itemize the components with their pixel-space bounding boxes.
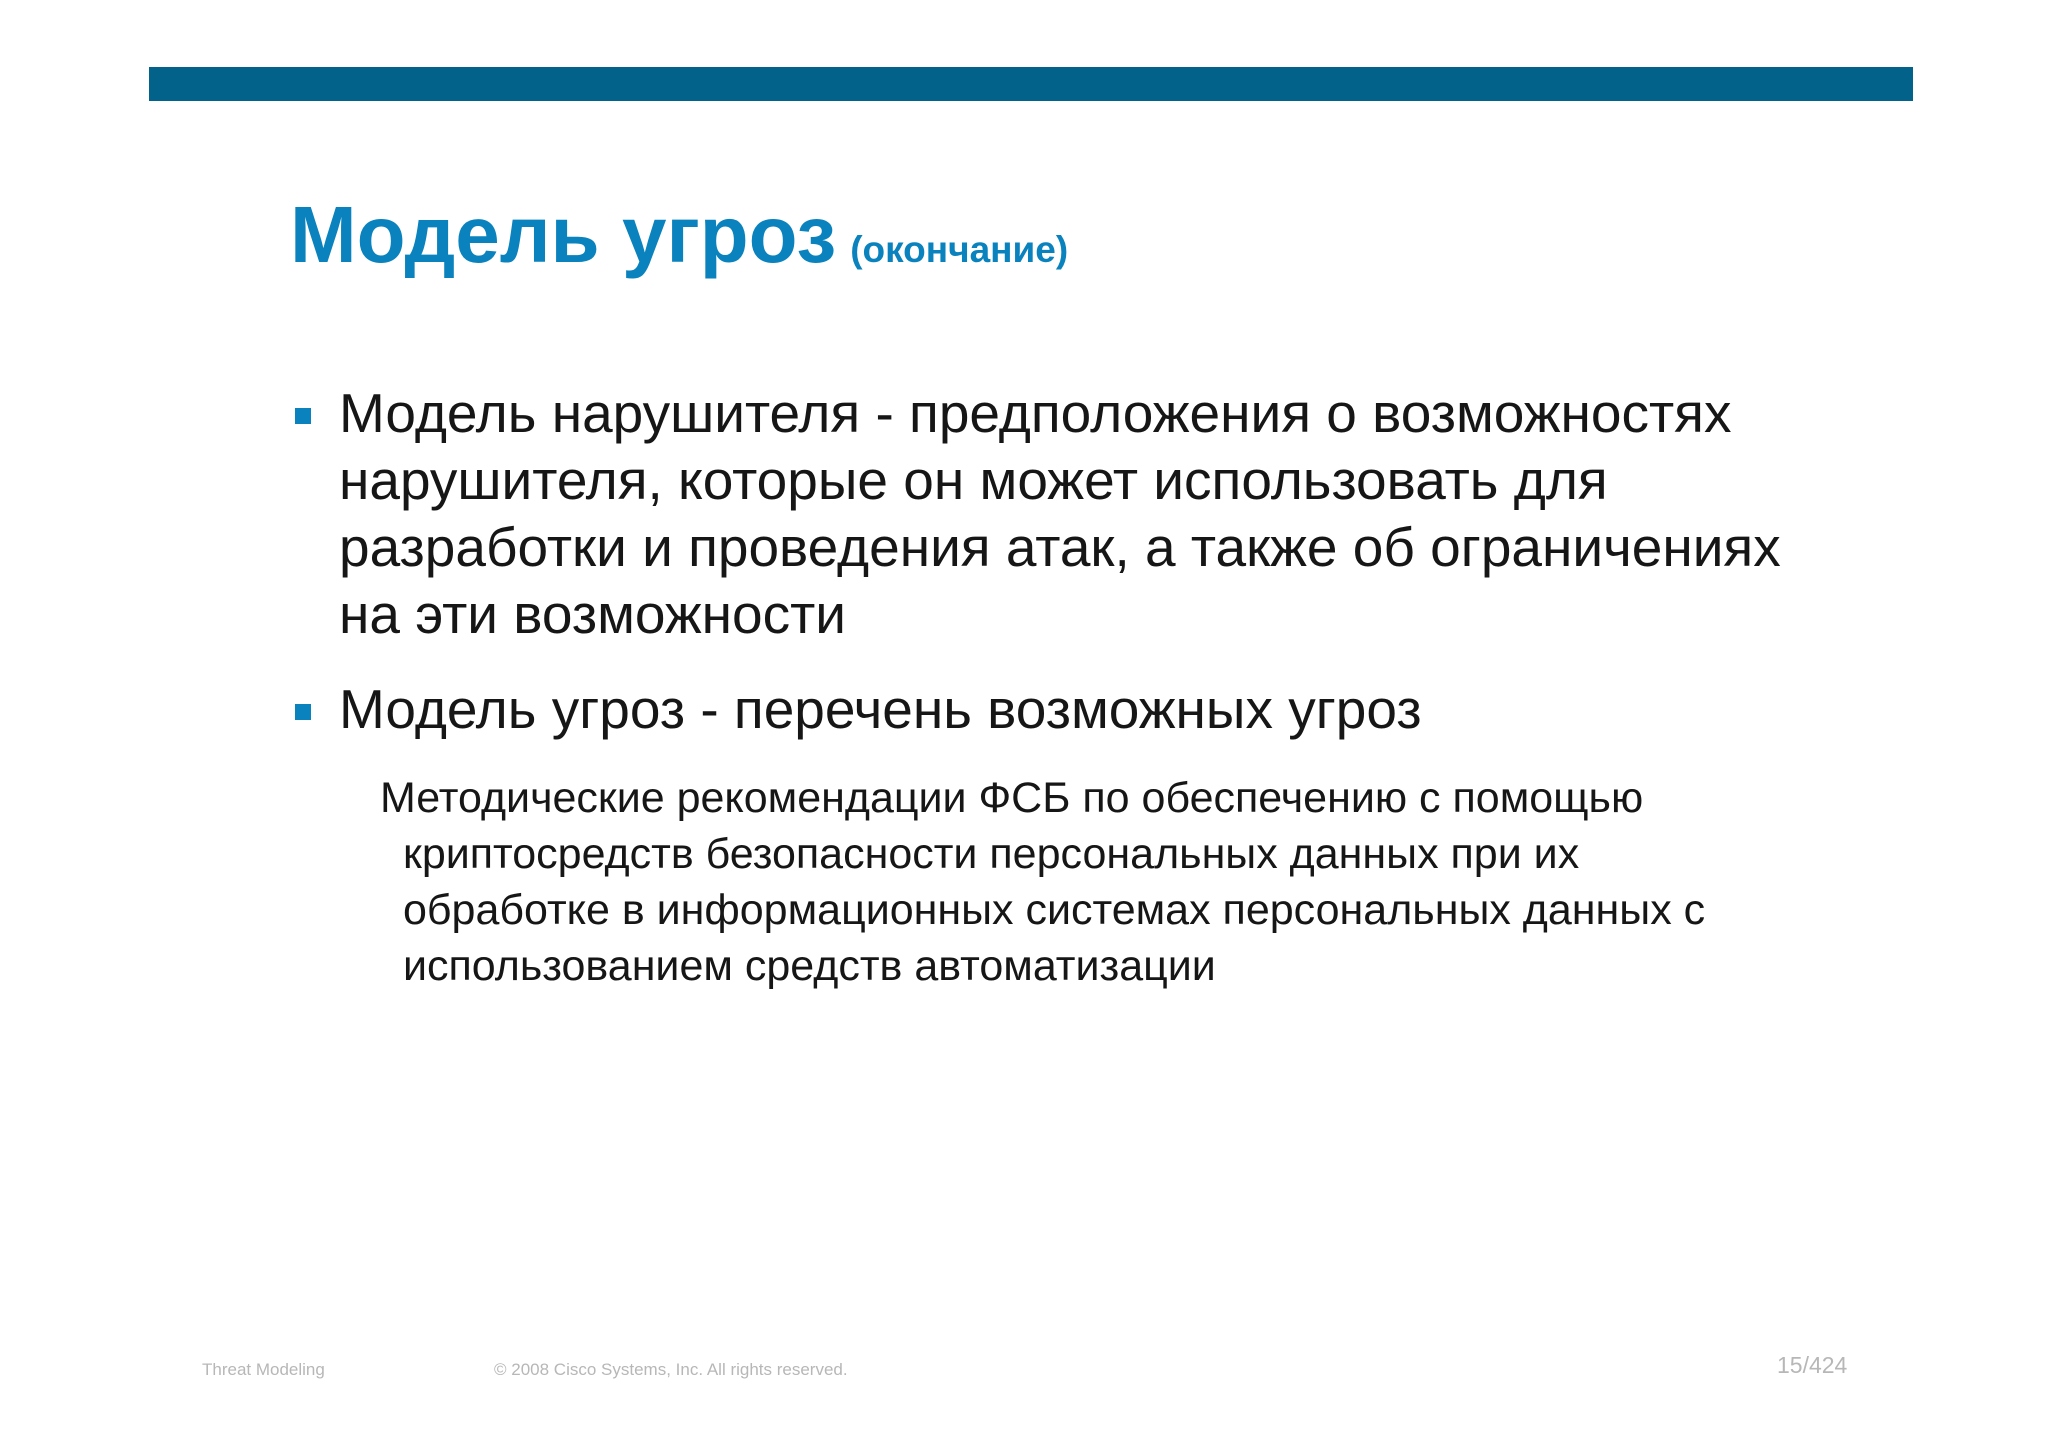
- square-bullet-icon: [295, 704, 311, 720]
- bullet-text: Модель нарушителя - предположения о возможностях нарушителя, которые он может использовать для разработки и проведения атак, а также об ограничениях на эти возможности: [339, 382, 1781, 645]
- bullet-text: Модель угроз - перечень возможных угроз: [339, 678, 1422, 740]
- slide-title-suffix: (окончание): [850, 229, 1069, 270]
- bullet-item: [293, 676, 1793, 743]
- sub-paragraph: Методические рекомендации ФСБ по обеспечению с помощью криптосредств безопасности персональных данных при их обработке в информационных системах персональных данных с использованием средств автоматизации: [380, 774, 1706, 990]
- page-number: 15/424: [1777, 1352, 1848, 1378]
- slide-title: [290, 190, 1068, 280]
- slide-title-main: Модель угроз: [290, 190, 837, 279]
- footer-copyright: © 2008 Cisco Systems, Inc. All rights reserved.: [494, 1360, 848, 1379]
- footer-left-text: Threat Modeling: [202, 1360, 325, 1379]
- bullet-list: [293, 380, 1793, 771]
- square-bullet-icon: [295, 408, 311, 424]
- bullet-item: [293, 380, 1793, 648]
- top-bar: [149, 67, 1913, 101]
